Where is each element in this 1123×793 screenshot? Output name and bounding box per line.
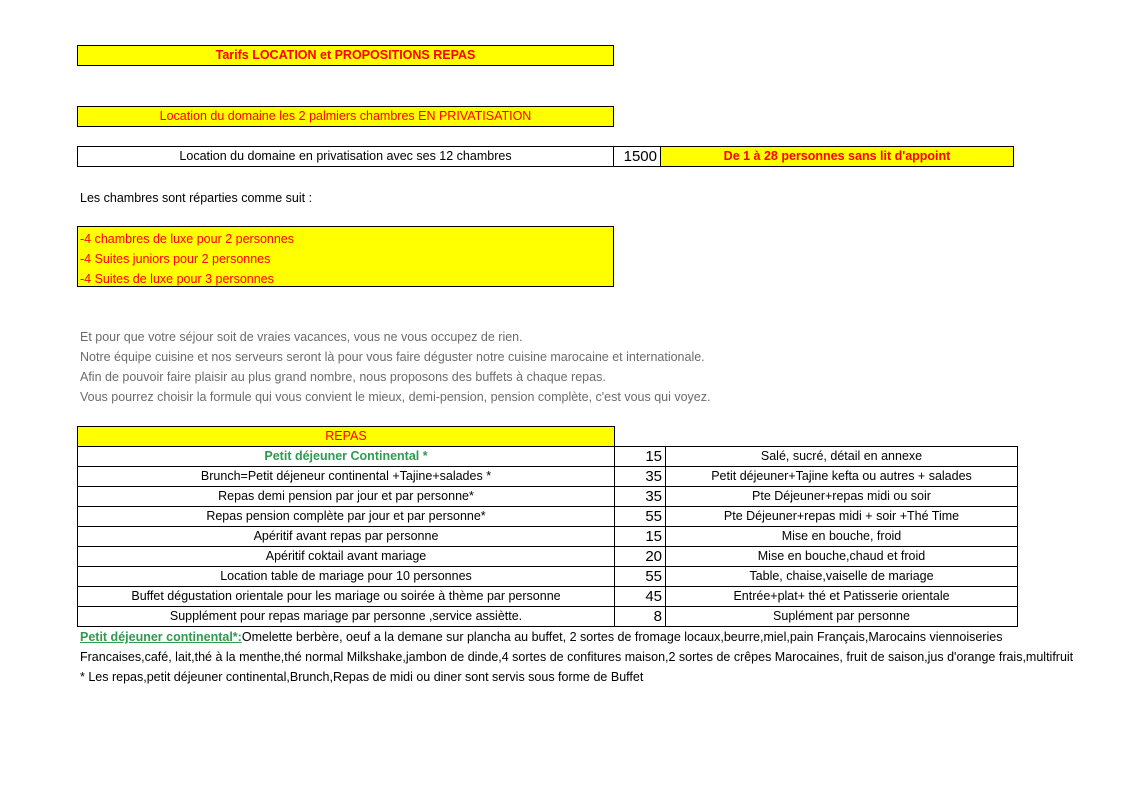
meals-header-row: [78, 427, 1018, 447]
meal-detail: Pte Déjeuner+repas midi ou soir: [666, 487, 1018, 507]
rooms-list: [77, 226, 614, 287]
page-title: Tarifs LOCATION et PROPOSITIONS REPAS: [77, 45, 614, 66]
intro-line: Afin de pouvoir faire plaisir au plus grand nombre, nous proposons des buffets à chaque repas.: [80, 370, 606, 384]
meal-price: 35: [615, 487, 666, 507]
notes: [80, 627, 1080, 687]
meal-price: 45: [615, 587, 666, 607]
table-row: [78, 447, 1018, 467]
meal-price: 55: [615, 507, 666, 527]
meal-label: Location table de mariage pour 10 personnes: [78, 567, 615, 587]
table-row: [78, 527, 1018, 547]
privatisation-label: Location du domaine en privatisation avec ses 12 chambres: [77, 146, 614, 167]
meals-table: [77, 426, 1018, 627]
meal-label: Repas demi pension par jour et par personne*: [78, 487, 615, 507]
meal-detail: Salé, sucré, détail en annexe: [666, 447, 1018, 467]
room-item: -4 chambres de luxe pour 2 personnes: [80, 232, 295, 246]
meal-label: Repas pension complète par jour et par personne*: [78, 507, 615, 527]
breakfast-note-text: Omelette berbère, oeuf a la demane sur plancha au buffet, 2 sortes de fromage locaux,beurre,miel,pain Français,Marocains viennoiseries Francaises,café, lait,thé à la menthe,thé normal Milkshake,jambon de dinde,4 sortes de confitures maison,2 sortes de crêpes Marocaines, fruit de saison,jus d'orange frais,multifruit: [80, 630, 1074, 664]
section-title: Location du domaine les 2 palmiers chambres EN PRIVATISATION: [77, 106, 614, 127]
meal-label: Apéritif coktail avant mariage: [78, 547, 615, 567]
meal-detail: Mise en bouche,chaud et froid: [666, 547, 1018, 567]
breakfast-note: [80, 627, 1080, 667]
intro-line: Et pour que votre séjour soit de vraies vacances, vous ne vous occupez de rien.: [80, 330, 523, 344]
room-item: -4 Suites juniors pour 2 personnes: [80, 252, 271, 266]
meal-label: Buffet dégustation orientale pour les mariage ou soirée à thème par personne: [78, 587, 615, 607]
meal-price: 20: [615, 547, 666, 567]
intro-paragraphs: [80, 327, 711, 407]
table-row: [78, 587, 1018, 607]
meal-label: Supplément pour repas mariage par personne ,service assiètte.: [78, 607, 615, 627]
intro-line: Vous pourrez choisir la formule qui vous convient le mieux, demi-pension, pension complète, c'est vous qui voyez.: [80, 390, 711, 404]
table-row: [78, 507, 1018, 527]
meal-price: 8: [615, 607, 666, 627]
privatisation-note: De 1 à 28 personnes sans lit d'appoint: [660, 146, 1014, 167]
meal-label: Apéritif avant repas par personne: [78, 527, 615, 547]
meal-price: 55: [615, 567, 666, 587]
meal-label: Brunch=Petit déjeneur continental +Tajine+salades *: [78, 467, 615, 487]
meal-detail: Petit déjeuner+Tajine kefta ou autres + salades: [666, 467, 1018, 487]
room-item: -4 Suites de luxe pour 3 personnes: [80, 272, 274, 286]
meal-detail: Entrée+plat+ thé et Patisserie orientale: [666, 587, 1018, 607]
privatisation-price: 1500: [613, 146, 661, 167]
table-row: [78, 547, 1018, 567]
intro-line: Notre équipe cuisine et nos serveurs seront là pour vous faire déguster notre cuisine marocaine et internationale.: [80, 350, 705, 364]
meal-price: 15: [615, 447, 666, 467]
meal-detail: Pte Déjeuner+repas midi + soir +Thé Time: [666, 507, 1018, 527]
meal-detail: Mise en bouche, froid: [666, 527, 1018, 547]
table-row: [78, 467, 1018, 487]
meal-price: 15: [615, 527, 666, 547]
meal-detail: Table, chaise,vaiselle de mariage: [666, 567, 1018, 587]
table-row: [78, 487, 1018, 507]
meal-detail: Suplément par personne: [666, 607, 1018, 627]
breakfast-note-label: Petit déjeuner continental*:: [80, 630, 242, 644]
meal-price: 35: [615, 467, 666, 487]
meal-label: Petit déjeuner Continental *: [78, 447, 615, 467]
footnote: * Les repas,petit déjeuner continental,Brunch,Repas de midi ou diner sont servis sous forme de Buffet: [80, 670, 644, 684]
meals-header: REPAS: [78, 427, 615, 447]
table-row: [78, 607, 1018, 627]
rooms-intro: Les chambres sont réparties comme suit :: [80, 191, 313, 205]
table-row: [78, 567, 1018, 587]
